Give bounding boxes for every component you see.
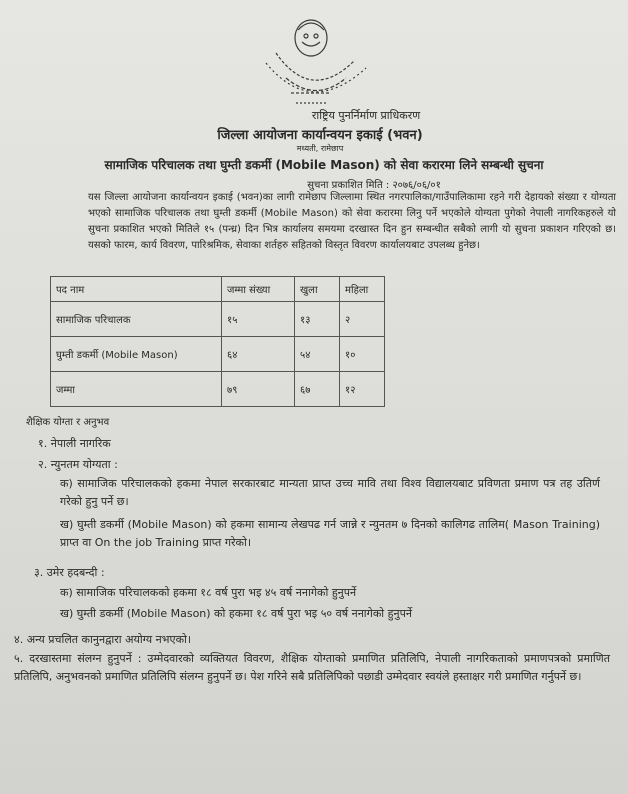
table-cell: ७९ — [222, 372, 295, 407]
government-emblem-icon — [236, 8, 386, 118]
column-header: महिला — [340, 277, 385, 302]
table-cell: ५४ — [295, 337, 340, 372]
vacancy-table — [50, 276, 385, 407]
notice-title: सामाजिक परिचालक तथा घुम्ती डकर्मी (Mobile Mason) को सेवा करारमा लिने सम्बन्धी सुचना — [104, 158, 544, 172]
qualification-item-2a: क) सामाजिक परिचालकको हकमा नेपाल सरकारबाट मान्यता प्राप्त उच्च मावि तथा विश्व विद्यालयबाट प्रविणता प्रमाण पत्र तह उतिर्ण गरेको हुनु पर्ने छ। — [60, 477, 600, 508]
qualification-item-3b: ख) घुम्ती डकर्मी (Mobile Mason) को हकमा १८ वर्ष पुरा भइ ५० वर्ष ननागेको हुनुपर्ने — [60, 607, 412, 620]
qualification-item-2: २. न्युनतम योग्यता : — [38, 458, 118, 471]
table-cell: ६४ — [222, 337, 295, 372]
qualifications-heading: शैक्षिक योग्ता र अनुभव — [26, 417, 110, 428]
table-header-row — [51, 277, 385, 302]
table-cell: १५ — [222, 302, 295, 337]
qualification-item-1: १. नेपाली नागरिक — [38, 437, 111, 450]
table-cell: घुम्ती डकर्मी (Mobile Mason) — [51, 337, 222, 372]
qualification-item-4: ४. अन्य प्रचलित कानुनद्वारा अयोग्य नभएको। — [14, 633, 192, 646]
column-header: खुला — [295, 277, 340, 302]
office-name: जिल्ला आयोजना कार्यान्वयन इकाई (भवन) — [217, 128, 423, 143]
table-cell: ६७ — [295, 372, 340, 407]
qualification-item-2b: ख) घुम्ती डकर्मी (Mobile Mason) को हकमा सामान्य लेखपढ गर्न जान्ने र न्युनतम ७ दिनको कालिगढ तालिम( Mason Training) प्राप्त वा On the job Training प्राप्त गरेको। — [60, 518, 600, 549]
publish-date: सुचना प्रकाशित मिति : २०७६/०६/०१ — [307, 180, 441, 191]
table-cell: जम्मा — [51, 372, 222, 407]
intro-paragraph: यस जिल्ला आयोजना कार्यान्वयन इकाई (भवन)का लागी रामेछाप जिल्लामा स्थित नगरपालिका/गाउँपालिकामा रहने गरी देहायको संख्या र योग्यता भएको सामाजिक परिचालक तथा घुम्ती डकर्मी (Mobile Mason) को सेवा करारमा लिनु पर्ने भएकोले योग्यता पुगेको नेपाली नागरिकहरुले यो सुचना प्रकाशित भएको मितिले १५ (पन्ध्र) दिन भित्र कार्यालय समयमा दरखास्त दिन हुन सम्बन्धीत सबैको लागी यो सुचना प्रकाशन गरिएको छ। यसको फारम, कार्य विवरण, पारिश्रमिक, सेवाका शर्तहरु सहितको विस्तृत विवरण कार्यालयबाट उपलब्ध हुनेछ। — [88, 192, 616, 251]
column-header: पद नाम — [51, 277, 222, 302]
table-cell: १० — [340, 337, 385, 372]
table-cell: १३ — [295, 302, 340, 337]
qualification-item-5: ५. दरखास्तमा संलग्न हुनुपर्ने : उम्मेदवारको व्यक्तियत विवरण, शैक्षिक योग्ताको प्रमाणित प्रतिलिपि, नेपाली नागरिकताको प्रमाणपत्रको प्रमाणित प्रतिलिपि, अनुभवनको प्रमाणित प्रतिलिपि संलग्न हुनुपर्ने छ। पेश गरिने सबै प्रतिलिपिको पछाडी उम्मेदवार स्वयंले हस्ताक्षर गरी प्रमाणित गर्नुपर्ने छ। — [14, 652, 610, 683]
table-row — [51, 302, 385, 337]
office-location: मध्यती, रामेछाप — [296, 144, 344, 153]
qualification-item-3a: क) सामाजिक परिचालकको हकमा १८ वर्ष पुरा भइ ४५ वर्ष ननागेको हुनुपर्ने — [60, 586, 357, 599]
column-header: जम्मा संख्या — [222, 277, 295, 302]
table-cell: १२ — [340, 372, 385, 407]
table-cell: २ — [340, 302, 385, 337]
table-row — [51, 372, 385, 407]
table-row — [51, 337, 385, 372]
table-cell: सामाजिक परिचालक — [51, 302, 222, 337]
qualification-item-3: ३. उमेर हदबन्दी : — [34, 566, 105, 579]
authority-name: राष्ट्रिय पुनर्निर्माण प्राधिकरण — [311, 109, 421, 122]
